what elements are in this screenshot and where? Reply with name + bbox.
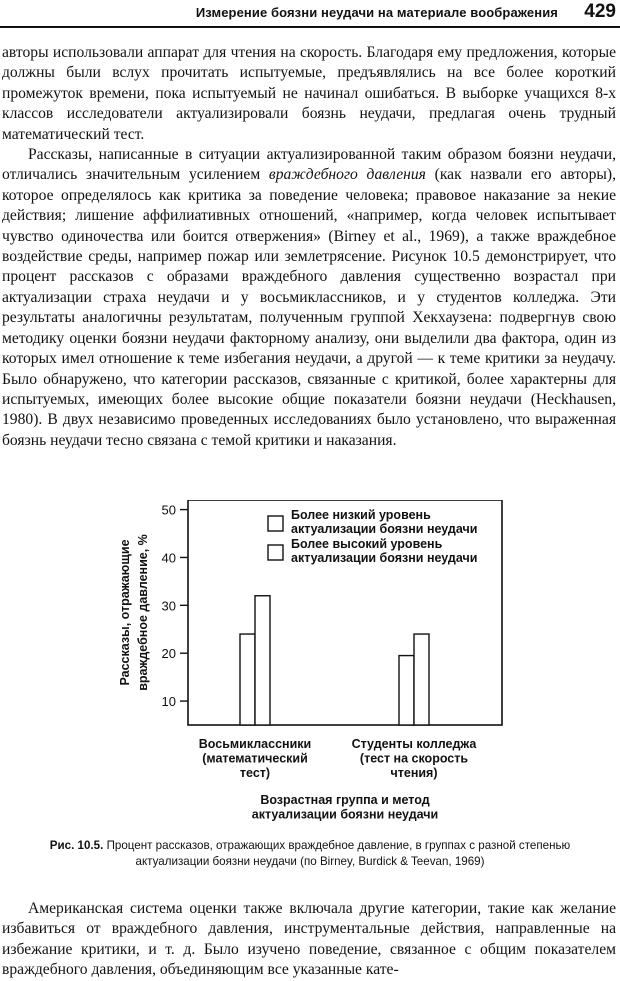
legend-swatch-1 bbox=[268, 516, 283, 531]
x-category-label-2-line-1: Студенты колледжа bbox=[351, 737, 477, 751]
y-tick-label-40: 40 bbox=[161, 550, 176, 566]
y-tick-label-30: 30 bbox=[161, 598, 176, 614]
x-category-label-1-line-3: тест) bbox=[239, 766, 271, 780]
chapter-title: Измерение боязни неудачи на материале воображения bbox=[195, 5, 558, 20]
x-category-label-1-line-1: Восьмиклассники bbox=[198, 737, 312, 751]
legend-label-1-line-2: актуализации боязни неудачи bbox=[291, 522, 478, 536]
bar-2-series-2 bbox=[414, 634, 429, 725]
legend-swatch-2 bbox=[268, 545, 283, 560]
legend-label-1-line-1: Более низкий уровень bbox=[291, 508, 431, 522]
caption-text: Процент рассказов, отражающих враждебное давление, в группах с разной степенью актуализации боязни неудачи (по Birney, Burdick & Teevan, 1969) bbox=[106, 839, 571, 868]
figure-10-5 bbox=[0, 500, 620, 830]
paragraph-3: Американская система оценки также включала другие категории, такие как желание избавиться от враждебного давления, инструментальные действия, направленные на избежание критики, и т. д. Было изучено поведение, связанное с общим показателем враждебного давления, объединяющим все указанные кате- bbox=[2, 900, 616, 979]
caption-label: Рис. 10.5. bbox=[49, 839, 104, 852]
x-category-label-1-line-2: (математический bbox=[202, 751, 308, 766]
page-number: 429 bbox=[584, 1, 616, 22]
y-tick-label-10: 10 bbox=[161, 694, 176, 710]
figure-caption bbox=[30, 838, 590, 870]
paragraph-2 bbox=[2, 145, 616, 451]
bar-2-series-1 bbox=[399, 656, 414, 725]
x-axis-title-line-2: актуализации боязни неудачи bbox=[251, 807, 439, 822]
y-tick-label-20: 20 bbox=[161, 646, 176, 662]
paragraph-1: авторы использовали аппарат для чтения на скорость. Благодаря ему предложения, которые должны были вслух прочитать испытуемые, предъявлялись на все более короткий промежуток времени, пока испытуемый не начинал ошибаться. В выборке учащихся 8-х классов исследователи актуализировали боязнь неудачи, предлагая очень трудный математический тест. bbox=[2, 44, 616, 143]
paragraph-2-emphasis: враждебного давления bbox=[268, 166, 426, 184]
x-category-label-2-line-2: (тест на скорость bbox=[359, 751, 469, 766]
bar-chart bbox=[0, 500, 620, 830]
y-axis-title-line-2: враждебное давление, % bbox=[136, 534, 150, 691]
paragraph-2-part2: (как назвали его авторы), которое определялось как критика за поведение человека; правовое наказание за некие действия; лишение аффилиативных отношений, «например, когда человек испытывает чувство одиночества или боится отвержения» (Birney et al., 1969), а также враждебное воздействие среды, например пожар или землетрясение. Рисунок 10.5 демонстрирует, что процент рассказов с образами враждебного давления существенно возрастал при актуализации страха неудачи и у восьмиклассников, и у студентов колледжа. Эти результаты аналогичны результатам, полученным группой Хекхаузена: подвергнув свою методику оценки боязни неудачи факторному анализу, они выделили два фактора, один из которых имел отношение к теме избегания неудачи, а другой — к теме критики за неудачу. Было обнаружено, что категории рассказов, связанные с критикой, более характерны для испытуемых, имеющих более высокие общие показатели боязни неудачи (Heckhausen, 1980). В двух независимо проведенных исследованиях было установлено, что выраженная боязнь неудачи тесно связана с темой критики и наказания. bbox=[2, 166, 616, 449]
legend-label-2-line-2: актуализации боязни неудачи bbox=[291, 551, 478, 565]
y-axis-title-line-1: Рассказы, отражающие bbox=[118, 539, 132, 686]
main-text bbox=[2, 43, 616, 451]
bar-1-series-2 bbox=[255, 596, 270, 725]
x-axis-title-line-1: Возрастная группа и метод bbox=[260, 793, 430, 807]
x-category-label-2-line-3: чтения) bbox=[390, 766, 438, 780]
bar-1-series-1 bbox=[240, 634, 255, 725]
y-tick-label-50: 50 bbox=[161, 502, 176, 518]
paragraph-2-part1: Рассказы, написанные в ситуации актуализированной таким образом боязни неудачи, отличались значительным усилением bbox=[2, 146, 616, 184]
continuation-text bbox=[2, 899, 616, 981]
legend-label-2-line-1: Более высокий уровень bbox=[291, 537, 443, 551]
running-head bbox=[0, 0, 620, 28]
